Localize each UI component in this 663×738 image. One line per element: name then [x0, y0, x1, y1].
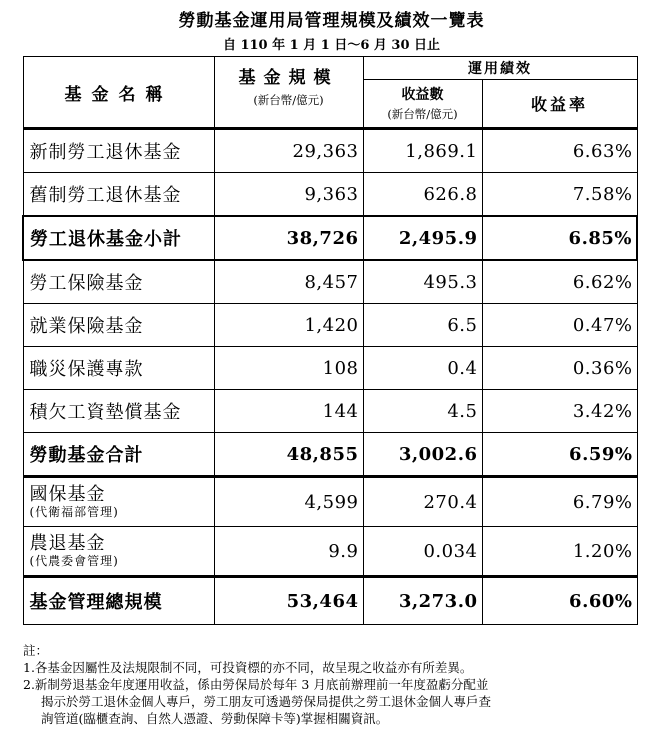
fund-income: 495.3 — [363, 260, 482, 304]
fund-name: 積欠工資墊償基金 — [23, 390, 214, 433]
fund-income: 3,273.0 — [363, 577, 482, 625]
fund-rate: 0.36% — [482, 347, 637, 390]
fund-scale: 108 — [214, 347, 363, 390]
fund-name: 新制勞工退休基金 — [23, 129, 214, 173]
fund-name: 勞工保險基金 — [23, 260, 214, 304]
fund-rate: 0.47% — [482, 304, 637, 347]
fund-scale: 48,855 — [214, 433, 363, 477]
fund-rate: 6.63% — [482, 129, 637, 173]
fund-scale: 8,457 — [214, 260, 363, 304]
fund-income: 0.034 — [363, 527, 482, 577]
table-row — [23, 527, 637, 577]
fund-scale: 9.9 — [214, 527, 363, 577]
table-row — [23, 260, 637, 304]
table-row — [23, 347, 637, 390]
note-2-line-2: 揭示於勞工退休金個人專戶，勞工朋友可透過勞保局提供之勞工退休金個人專戶查 — [41, 694, 492, 709]
table-row — [23, 477, 637, 527]
fund-table — [22, 56, 638, 625]
fund-name: 基金管理總規模 — [23, 577, 214, 625]
header-fund-name: 基金名稱 — [23, 57, 214, 129]
fund-name: 農退基金 — [29, 533, 106, 554]
fund-income: 6.5 — [363, 304, 482, 347]
fund-scale: 1,420 — [214, 304, 363, 347]
table-row-total — [23, 433, 637, 477]
table-row — [23, 173, 637, 217]
note-2-line-3: 詢管道(臨櫃查詢、自然人憑證、勞動保障卡等)掌握相關資訊。 — [41, 711, 389, 726]
note-2-line-1: 2.新制勞退基金年度運用收益，係由勞保局於每年 3 月底前辦理前一年度盈虧分配並 — [23, 677, 489, 692]
fund-rate: 6.79% — [482, 477, 637, 527]
fund-rate: 6.60% — [482, 577, 637, 625]
notes — [23, 642, 643, 727]
header-income-label: 收益數 — [401, 87, 444, 104]
page-title: 勞動基金運用局管理規模及績效一覽表 — [178, 11, 485, 31]
fund-name: 勞動基金合計 — [23, 433, 214, 477]
date-range: 自 110 年 1 月 1 日～6 月 30 日止 — [222, 38, 441, 53]
fund-income: 0.4 — [363, 347, 482, 390]
fund-name-cell — [23, 477, 214, 527]
fund-scale: 9,363 — [214, 173, 363, 217]
fund-income: 2,495.9 — [363, 216, 482, 260]
fund-scale: 29,363 — [214, 129, 363, 173]
header-income-unit: (新台幣/億元) — [387, 107, 458, 122]
fund-scale: 53,464 — [214, 577, 363, 625]
table-row-grand-total — [23, 577, 637, 625]
table-row — [23, 304, 637, 347]
fund-name: 勞工退休基金小計 — [23, 216, 214, 260]
header-income — [363, 80, 482, 129]
fund-rate: 6.59% — [482, 433, 637, 477]
fund-income: 626.8 — [363, 173, 482, 217]
fund-name-note: (代衛福部管理) — [29, 505, 119, 519]
fund-income: 1,869.1 — [363, 129, 482, 173]
header-scale — [214, 57, 363, 129]
header-scale-unit: (新台幣/億元) — [253, 93, 324, 107]
header-performance: 運用績效 — [363, 57, 637, 80]
fund-scale: 4,599 — [214, 477, 363, 527]
fund-income: 4.5 — [363, 390, 482, 433]
fund-rate: 6.62% — [482, 260, 637, 304]
fund-scale: 144 — [214, 390, 363, 433]
fund-name: 舊制勞工退休基金 — [23, 173, 214, 217]
note-1: 1.各基金因屬性及法規限制不同，可投資標的亦不同，故呈現之收益亦有所差異。 — [23, 660, 473, 675]
fund-name-note: (代農委會管理) — [29, 554, 119, 568]
fund-rate: 6.85% — [482, 216, 637, 260]
notes-label: 註： — [23, 643, 49, 658]
table-row — [23, 390, 637, 433]
table-row-subtotal — [23, 216, 637, 260]
header-scale-label: 基金規模 — [238, 68, 339, 88]
fund-scale: 38,726 — [214, 216, 363, 260]
table-row — [23, 129, 637, 173]
fund-rate: 7.58% — [482, 173, 637, 217]
fund-income: 3,002.6 — [363, 433, 482, 477]
header-rate: 收益率 — [482, 80, 637, 129]
fund-name-cell — [23, 527, 214, 577]
fund-rate: 1.20% — [482, 527, 637, 577]
fund-name: 國保基金 — [29, 484, 106, 505]
fund-rate: 3.42% — [482, 390, 637, 433]
fund-name: 職災保護專款 — [23, 347, 214, 390]
fund-name: 就業保險基金 — [23, 304, 214, 347]
fund-income: 270.4 — [363, 477, 482, 527]
